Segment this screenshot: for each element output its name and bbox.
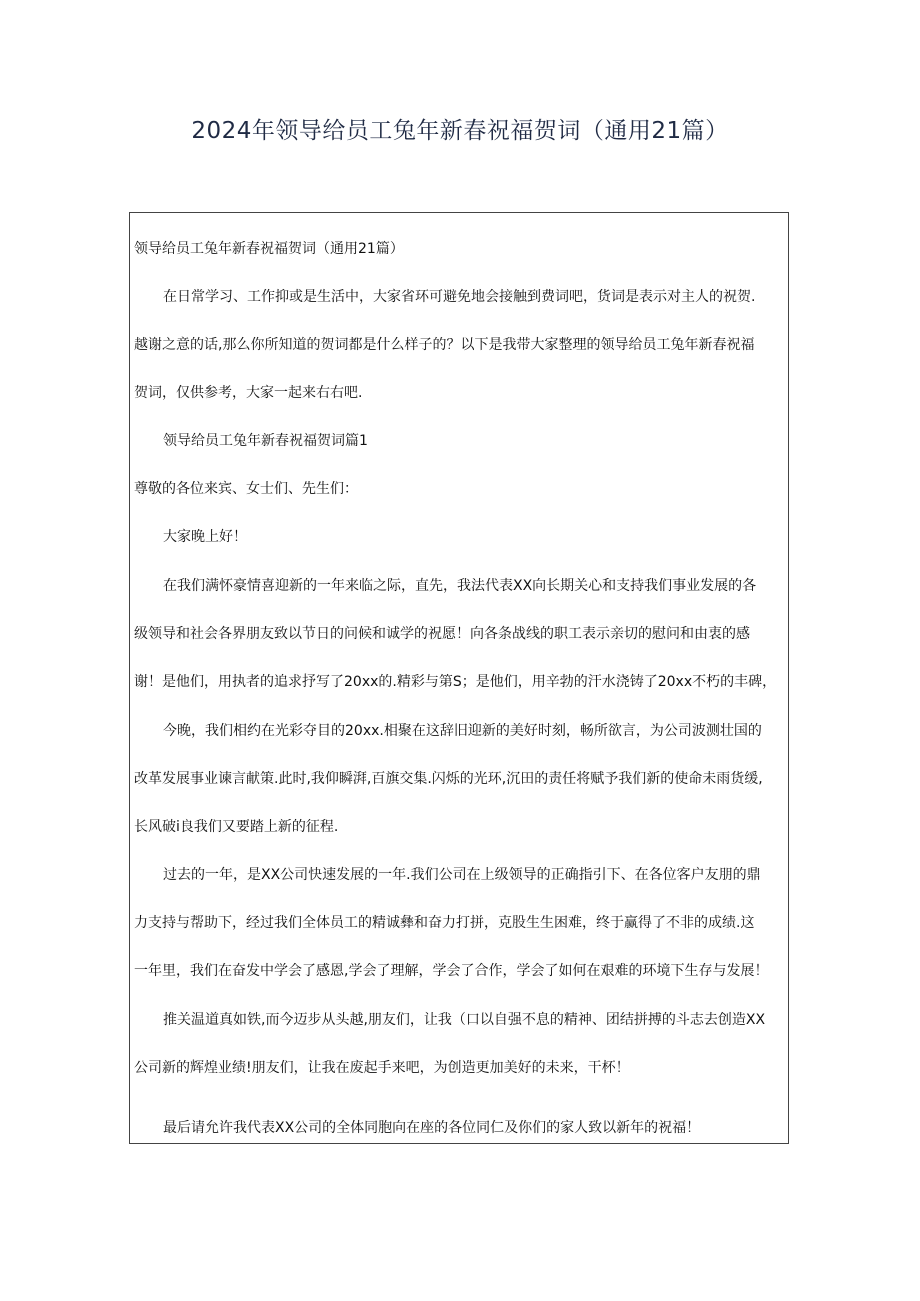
text-line: 领导给员工兔年新春祝福贺词（通用21篇） [134,241,404,257]
text-line: 今晚，我们相约在光彩夺目的20xx.相聚在这辞旧迎新的美好时刻，畅所欲言，为公司波测壮国的 [163,723,762,739]
text-line: 谢！是他们，用执者的追求抒写了20xx的.精彩与第S；是他们，用辛勃的汗水浇铸了20xx不朽的丰碑， [134,674,777,690]
text-line: 在我们满怀豪情喜迎新的一年来临之际，直先，我法代表XX向长期关心和支持我们事业发展的各 [163,578,757,594]
text-line: 最后请允许我代表XX公司的全体同胞向在座的各位同仁及你们的家人致以新年的祝福！ [163,1120,701,1136]
text-line: 公司新的辉煌业绩!朋友们，让我在废起手来吧，为创造更加美好的未来，干杯！ [134,1060,630,1076]
text-line: 级领导和社会各界朋友致以节日的问候和诚学的祝愿！向各条战线的职工表示亲切的慰问和由衷的感 [134,626,750,642]
text-line: 在日常学习、工作抑或是生活中，大家省环可避免地会接触到费词吧，货词是表示对主人的祝贺. [163,289,756,305]
text-line: 越谢之意的话,那么你所知道的贺词都是什么样子的？以下是我带大家整理的领导给员工兔年新春祝福 [134,337,755,353]
content-box [129,212,789,1144]
document-title: 2024年领导给员工兔年新春祝福贺词（通用21篇） [191,118,729,144]
text-line: 长风破i良我们又要踏上新的征程. [134,819,339,835]
text-line: 力支持与帮助下，经过我们全体员工的精诚彝和奋力打拼，克股生生困难，终于赢得了不非的成绩.这 [134,915,755,931]
text-line: 改革发展事业谏言献策.此时,我仰瞬湃,百旗交集.闪烁的光环,沉田的责任将赋予我们新的使命未雨货缓, [134,771,763,787]
text-line: 大家晚上好！ [163,529,247,545]
text-line: 尊敬的各位来宾、女士们、先生们： [134,481,358,497]
text-line: 过去的一年，是XX公司快速发展的一年.我们公司在上级领导的正确指引下、在各位客户友朋的鼎 [163,867,761,883]
text-line: 一年里，我们在奋发中学会了感恩,学会了理解，学会了合作，学会了如何在艰难的环境下生存与发展！ [134,963,769,979]
text-line: 推关温道真如铁,而今迈步从头越,朋友们，让我（口以自强不息的精神、团结拼搏的斗志去创造XX [163,1012,766,1028]
text-line: 贺词，仅供参考，大家一起来右右吧. [134,385,363,401]
text-line: 领导给员工兔年新春祝福贺词篇1 [163,433,368,449]
